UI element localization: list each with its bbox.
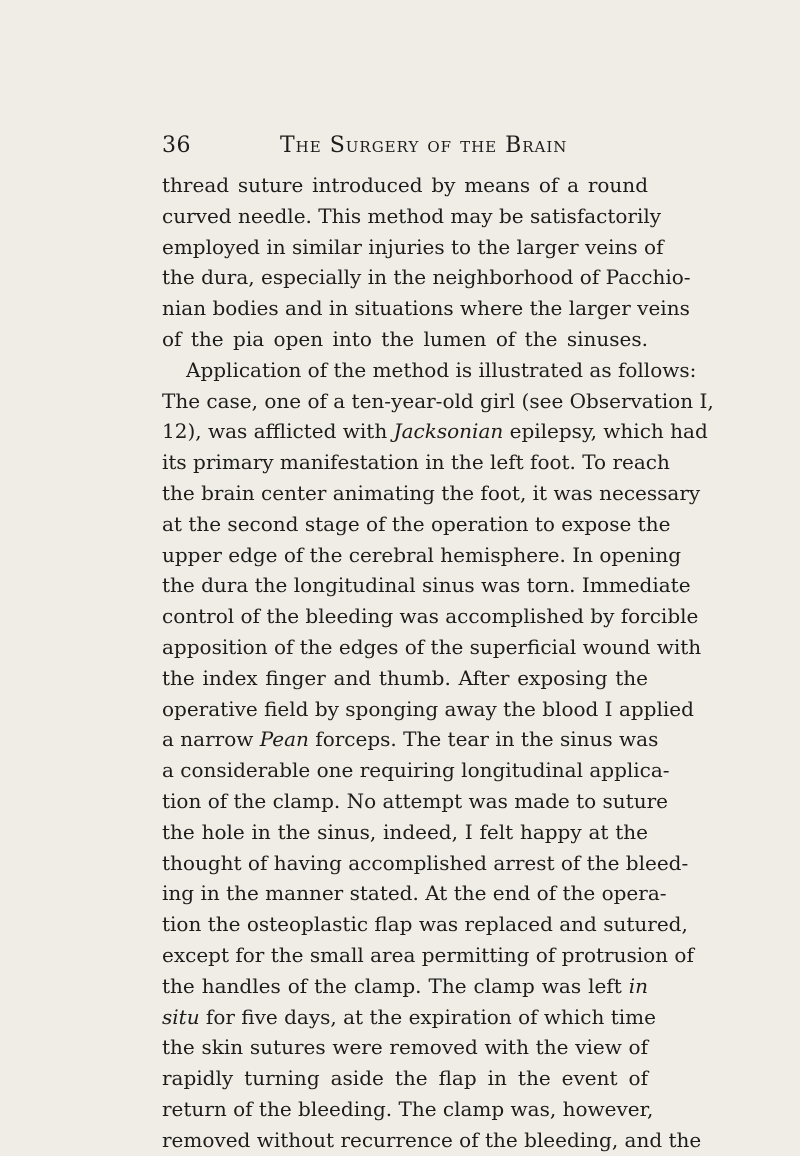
text-line: the index finger and thumb. After exposing the bbox=[162, 665, 648, 690]
text-line: apposition of the edges of the superficial wound with bbox=[162, 634, 702, 659]
text-line: upper edge of the cerebral hemisphere. In opening bbox=[162, 542, 682, 567]
body-text bbox=[162, 170, 714, 1156]
text-line: employed in similar injuries to the larger veins of bbox=[162, 234, 664, 259]
text-line: nian bodies and in situations where the larger veins bbox=[162, 296, 690, 321]
text-line: tion the osteoplastic flap was replaced and sutured, bbox=[162, 912, 688, 937]
text-line: control of the bleeding was accomplished by forcible bbox=[162, 604, 699, 629]
text-segment: forceps. The tear in the sinus was bbox=[308, 727, 659, 752]
text-line: the dura the longitudinal sinus was torn. Immediate bbox=[162, 573, 691, 598]
text-line: curved needle. This method may be satisfactorily bbox=[162, 203, 662, 228]
text-line: the skin sutures were removed with the view of bbox=[162, 1035, 648, 1060]
text-line: at the second stage of the operation to expose the bbox=[162, 511, 671, 536]
text-line: a considerable one requiring longitudinal applica- bbox=[162, 758, 670, 783]
text-line: The case, one of a ten-year-old girl (see Observation I, bbox=[162, 388, 714, 413]
text-line: except for the small area permitting of protrusion of bbox=[162, 942, 694, 967]
text-line: operative field by sponging away the blood I applied bbox=[162, 696, 694, 721]
text-line bbox=[162, 1002, 656, 1033]
text-line: the dura, especially in the neighborhood of Pacchio- bbox=[162, 265, 691, 290]
text-line: of the pia open into the lumen of the sinuses. bbox=[162, 326, 648, 351]
italic-term: Pean bbox=[259, 727, 309, 752]
text-segment: for five days, at the expiration of which time bbox=[199, 1004, 656, 1029]
text-line bbox=[162, 724, 659, 755]
italic-term: situ bbox=[162, 1004, 200, 1029]
text-line: its primary manifestation in the left foot. To reach bbox=[162, 450, 670, 475]
text-segment: epilepsy, which had bbox=[503, 419, 708, 444]
text-line: tion of the clamp. No attempt was made to suture bbox=[162, 788, 668, 813]
page-header bbox=[162, 133, 662, 165]
text-line: thought of having accomplished arrest of the bleed- bbox=[162, 850, 689, 875]
text-line: ing in the manner stated. At the end of the opera- bbox=[162, 881, 667, 906]
text-line: return of the bleeding. The clamp was, however, bbox=[162, 1096, 654, 1121]
text-line: Application of the method is illustrated as follows: bbox=[186, 357, 697, 382]
text-segment: a narrow bbox=[162, 727, 260, 752]
text-line: rapidly turning aside the flap in the event of bbox=[162, 1066, 648, 1091]
page-number: 36 bbox=[162, 133, 191, 158]
text-line bbox=[162, 971, 648, 1002]
running-title: The Surgery of the Brain bbox=[280, 133, 568, 158]
text-line: removed without recurrence of the bleeding, and the bbox=[162, 1127, 702, 1152]
text-segment: 12), was afflicted with bbox=[162, 419, 394, 444]
text-line: thread suture introduced by means of a round bbox=[162, 173, 648, 197]
text-line bbox=[162, 416, 708, 447]
italic-term: in bbox=[628, 973, 648, 998]
text-line: the hole in the sinus, indeed, I felt happy at the bbox=[162, 819, 648, 844]
text-line: the brain center animating the foot, it was necessary bbox=[162, 480, 701, 505]
text-segment: the handles of the clamp. The clamp was left bbox=[162, 973, 629, 998]
italic-term: Jacksonian bbox=[393, 419, 504, 444]
